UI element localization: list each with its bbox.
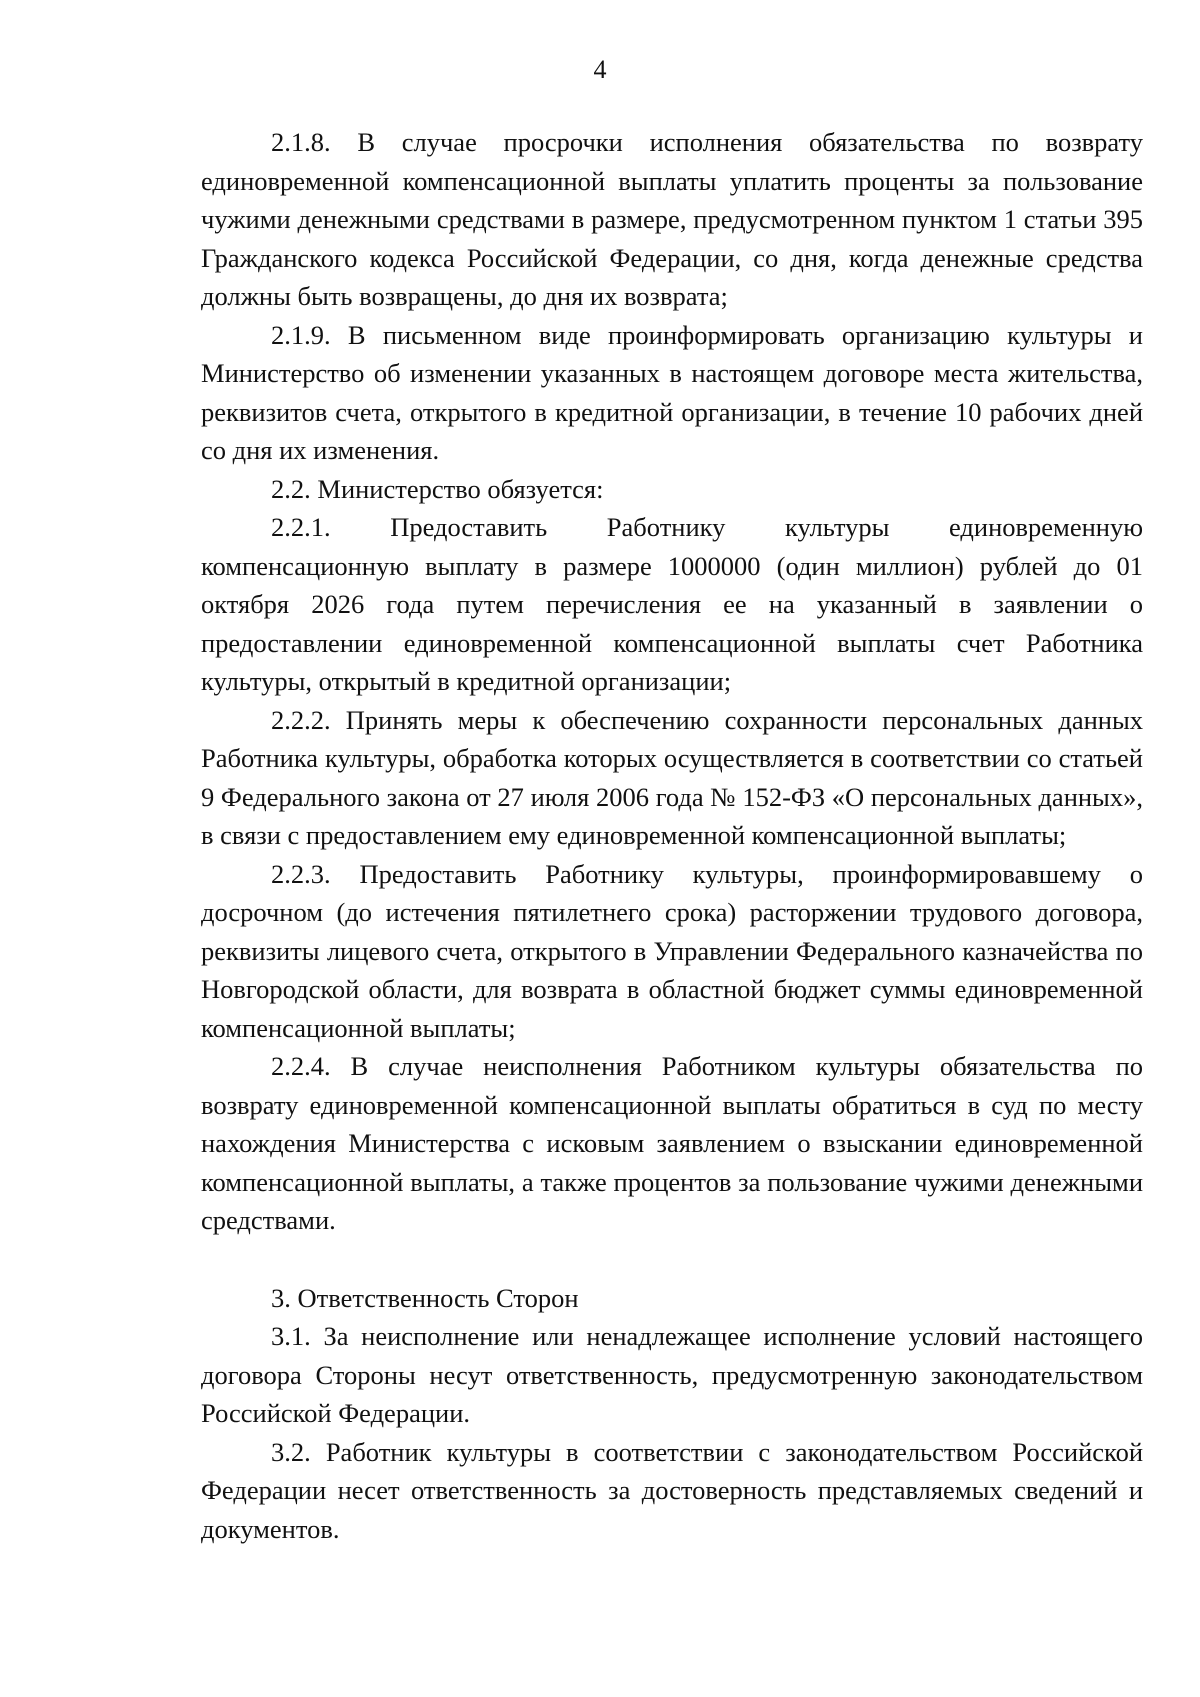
paragraph-2-1-9: 2.1.9. В письменном виде проинформировать организацию культуры и Министерство об изменении указанных в настоящем договоре места жительства, реквизитов счета, открытого в кредитной организации, в течение 10 рабочих дней со дня их изменения.: [201, 319, 1143, 465]
paragraph-2-2: 2.2. Министерство обязуется:: [271, 473, 604, 504]
paragraph-3-1: 3.1. За неисполнение или ненадлежащее исполнение условий настоящего договора Стороны несут ответственность, предусмотренную законодательством Российской Федерации.: [201, 1321, 1143, 1428]
paragraph-2-2-1: 2.2.1. Предоставить Работнику культуры единовременную компенсационную выплату в размере 1000000 (один миллион) рублей до 01 октября 2026 года путем перечисления ее на указанный в заявлении о предоставлении единовременной компенсационной выплаты счет Работника культуры, открытый в кредитной организации;: [201, 512, 1143, 696]
paragraph-2-1-8: 2.1.8. В случае просрочки исполнения обязательства по возврату единовременной компенсационной выплаты уплатить проценты за пользование чужими денежными средствами в размере, предусмотренном пунктом 1 статьи 395 Гражданского кодекса Российской Федерации, со дня, когда денежные средства должны быть возвращены, до дня их возврата;: [201, 127, 1143, 311]
paragraph-2-2-3: 2.2.3. Предоставить Работнику культуры, проинформировавшему о досрочном (до истечения пятилетнего срока) расторжении трудового договора, реквизиты лицевого счета, открытого в Управлении Федерального казначейства по Новгородской области, для возврата в областной бюджет суммы единовременной компенсационной выплаты;: [201, 858, 1143, 1043]
paragraph-3-2: 3.2. Работник культуры в соответствии с законодательством Российской Федерации несет ответственность за достоверность представляемых сведений и документов.: [201, 1436, 1143, 1544]
page-number: 4: [593, 55, 607, 84]
document-body: [201, 123, 1143, 1548]
section-3-heading: 3. Ответственность Сторон: [271, 1282, 579, 1313]
paragraph-2-2-2: 2.2.2. Принять меры к обеспечению сохранности персональных данных Работника культуры, обработка которых осуществляется в соответствии со статьей 9 Федерального закона от 27 июля 2006 года № 152-ФЗ «О персональных данных», в связи с предоставлением ему единовременной компенсационной выплаты;: [201, 704, 1143, 850]
paragraph-2-2-4: 2.2.4. В случае неисполнения Работником культуры обязательства по возврату единовременной компенсационной выплаты обратиться в суд по месту нахождения Министерства с исковым заявлением о взыскании единовременной компенсационной выплаты, а также процентов за пользование чужими денежными средствами.: [201, 1051, 1143, 1235]
